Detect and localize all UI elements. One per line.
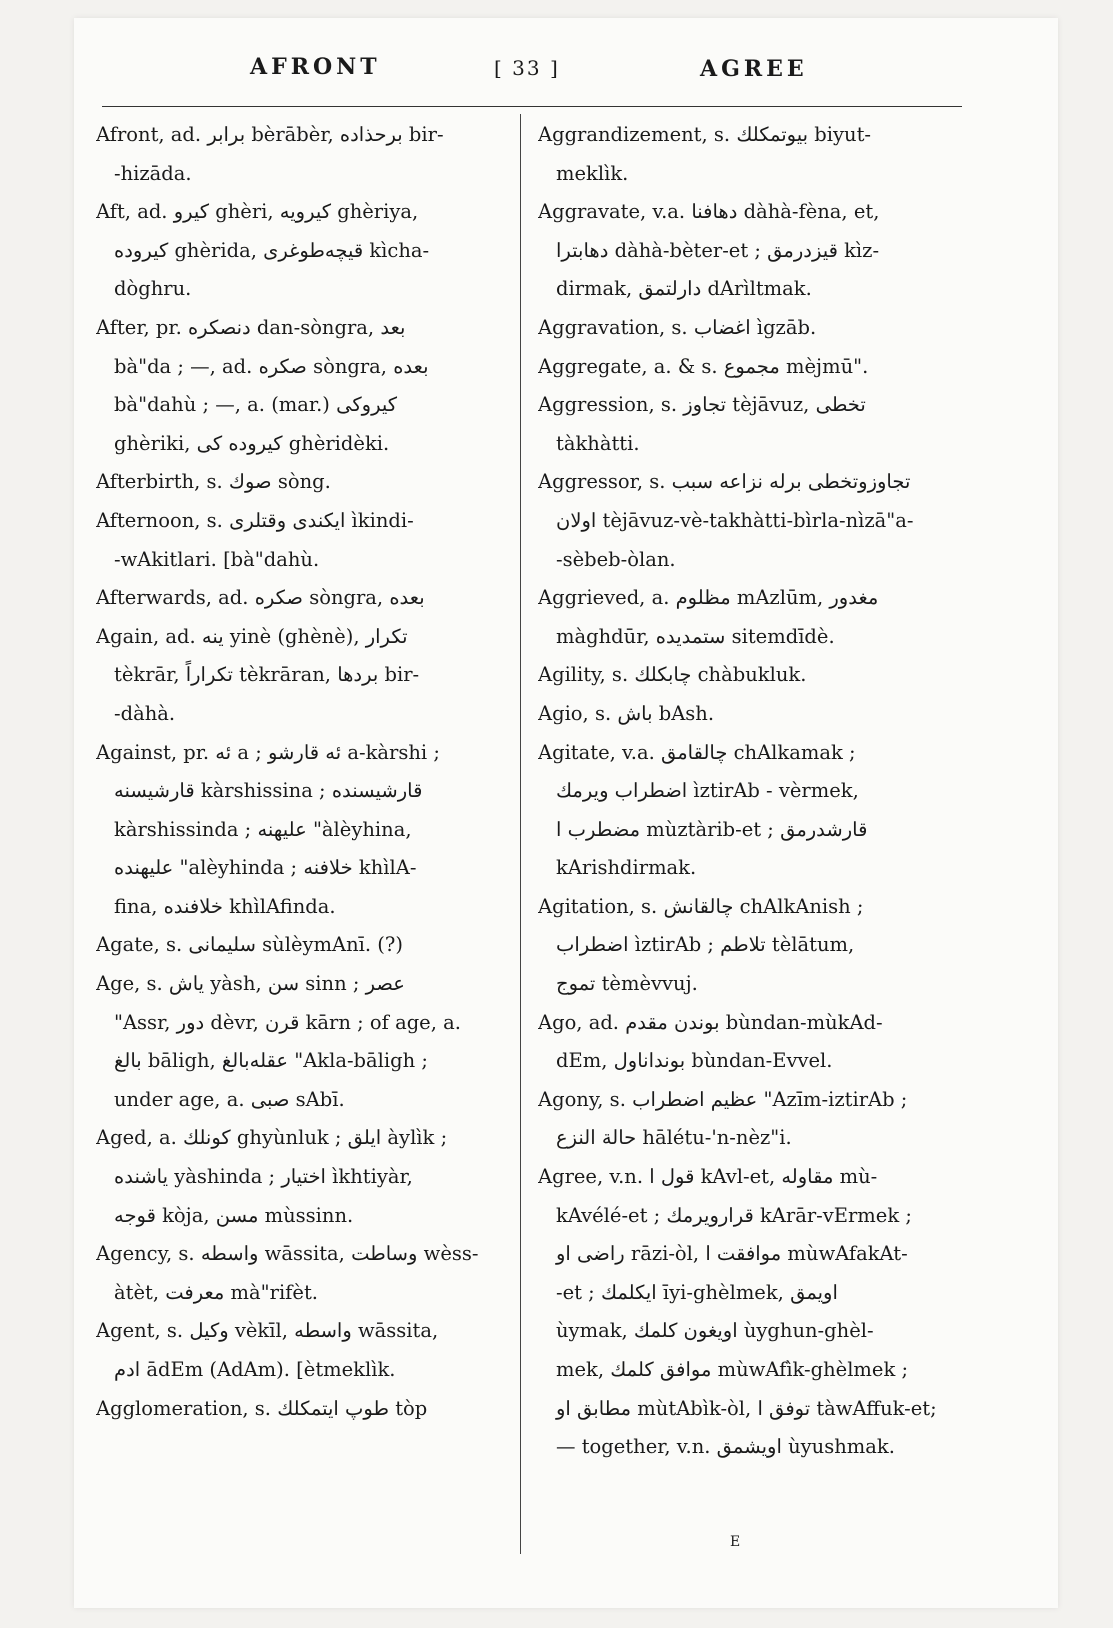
entry-line: kArishdirmak. — [556, 856, 697, 880]
header-left-word: AFRONT — [250, 54, 381, 80]
entry-line: bà"dahù ; —, a. (mar.) كيروكى — [114, 393, 397, 417]
entry-line: اضطراب ìztirAb ; تلاطم tèlātum, — [556, 933, 855, 957]
entry-line: عليهنده "alèyhinda ; خلافنه khìlA- — [114, 856, 417, 880]
entry-line: Agitate, v.a. چالقامق chAlkamak ; — [538, 740, 856, 764]
entry-line: -hizāda. — [114, 161, 192, 185]
entry-line: -wAkitlari. [bà"dahù. — [114, 547, 320, 571]
entry-line: قارشيسنه kàrshissina ; قارشيسنده — [114, 779, 423, 803]
entry-line: -dàhà. — [114, 701, 176, 725]
entry-line: kàrshissinda ; عليهنه "àlèyhina, — [114, 817, 412, 841]
entry-line: Agent, s. وكيل vèkīl, واسطه wāssita, — [96, 1319, 439, 1343]
entry-line: Aggravation, s. اغضاب ìgzāb. — [538, 315, 817, 339]
entry-line: Aged, a. كونلك ghyùnluk ; ايلق àylìk ; — [96, 1126, 448, 1150]
right-column — [538, 116, 958, 1467]
entry-line: tàkhàtti. — [556, 431, 640, 455]
entry-line: ياشنده yàshinda ; اختيار ìkhtiyàr, — [114, 1165, 413, 1189]
header-rule — [102, 106, 962, 107]
entry-line: Aggrieved, a. مظلوم mAzlūm, مغدور — [538, 586, 879, 610]
entry-line: -et ; ايكلمك īyi-ghèlmek, اويمق — [556, 1280, 838, 1304]
entry-line: Afterbirth, s. صوك sòng. — [96, 470, 331, 494]
entry-line: Afront, ad. برابر bèrābèr, برحذاده bir- — [96, 123, 444, 146]
dictionary-page — [74, 18, 1058, 1608]
entry-line: Agitation, s. چالقانش chAlkAnish ; — [538, 894, 864, 918]
signature-mark: E — [730, 1534, 741, 1550]
entry-line: تموج tèmèvvuj. — [556, 972, 698, 996]
entry-line: Agony, s. عظيم اضطراب "Azīm-iztirAb ; — [538, 1087, 908, 1111]
entry-line: Aggrandizement, s. بيوتمكلك biyut- — [538, 123, 871, 146]
entry-line: راضى او rāzi-òl, موافقت ا mùwAfakAt- — [556, 1242, 908, 1266]
entry-line: Afterwards, ad. صكره sòngra, بعده — [96, 586, 425, 610]
entry-line: dirmak, دارلتمق dArìltmak. — [556, 277, 812, 301]
entry-line: fina, خلافنده khìlAfinda. — [114, 894, 336, 918]
entry-line: ùymak, اويغون كلمك ùyghun-ghèl- — [556, 1319, 874, 1343]
entry-line: Aggregate, a. & s. مجموع mèjmū". — [538, 354, 869, 378]
entry-line: kAvélé-et ; قرارويرمك kArār-vErmek ; — [556, 1203, 912, 1227]
entry-line: مطابق او mùtAbìk-òl, توفق ا tàwAffuk-et; — [556, 1396, 937, 1420]
entry-line: meklìk. — [556, 161, 629, 185]
entry-line: ghèriki, كيروده كى ghèridèki. — [114, 431, 390, 455]
entry-line: bà"da ; —, ad. صكره sòngra, بعده — [114, 354, 429, 378]
entry-line: Against, pr. ئه a ; ئه قارشو a-kàrshi ; — [96, 740, 440, 764]
left-column — [96, 116, 510, 1428]
entry-line: Aggravate, v.a. دهافنا dàhà-fèna, et, — [538, 200, 880, 224]
column-divider — [520, 114, 521, 1554]
entry-line: Aggressor, s. تجاوزوتخطى برله نزاعه سبب — [538, 470, 911, 494]
entry-line: حالة النزع hālétu-'n-nèz"i. — [556, 1126, 792, 1150]
entry-line: ادم ādEm (AdAm). [ètmeklìk. — [114, 1358, 396, 1381]
entry-line: بالغ bāligh, عقلەبالغ "Akla-bāligh ; — [114, 1049, 428, 1073]
entry-line: dòghru. — [114, 277, 192, 301]
entry-line: Agglomeration, s. طوپ ايتمكلك tòp — [96, 1396, 428, 1420]
entry-line: Afternoon, s. ايكندى وقتلرى ìkindi- — [96, 508, 414, 532]
entry-line: -sèbeb-òlan. — [556, 547, 676, 571]
entry-line: Again, ad. ينه yinè (ghènè), تكرار — [96, 624, 408, 648]
entry-line: اضطراب ويرمك ìztirAb - vèrmek, — [556, 779, 859, 803]
entry-line: — together, v.n. اويشمق ùyushmak. — [556, 1435, 895, 1459]
entry-line: Agree, v.n. قول ا kAvl-et, مقاوله mù- — [538, 1165, 878, 1189]
entry-line: Agility, s. چابكلك chàbukluk. — [538, 663, 807, 687]
entry-line: مضطرب ا mùztàrib-et ; قارشدرمق — [556, 817, 868, 841]
entry-line: قوجه kòja, مسن mùssinn. — [114, 1203, 354, 1227]
entry-line: After, pr. دنصكره dan-sòngra, بعد — [96, 315, 406, 339]
entry-line: Agate, s. سليمانى sùlèymAnī. (?) — [96, 933, 403, 957]
entry-line: dEm, بونداناول bùndan-Evvel. — [556, 1049, 833, 1073]
entry-line: Aft, ad. كيرو ghèri, كيرويه ghèriya, — [96, 200, 419, 224]
page-number: [ 33 ] — [494, 56, 560, 80]
entry-line: دهابترا dàhà-bèter-et ; قيزدرمق kìz- — [556, 238, 880, 262]
entry-line: Agency, s. واسطه wāssita, وساطت wèss- — [96, 1242, 479, 1266]
entry-line: اولان tèjāvuz-vè-takhàtti-bìrla-nìzā"a- — [556, 508, 914, 532]
entry-line: àtèt, معرفت mà"rifèt. — [114, 1280, 318, 1304]
entry-line: màghdūr, ستمديده sitemdīdè. — [556, 624, 835, 648]
entry-line: tèkrār, تكراراً tèkrāran, بردها bir- — [114, 663, 420, 687]
running-head — [74, 54, 1058, 94]
entry-line: Ago, ad. بوندن مقدم bùndan-mùkAd- — [538, 1010, 883, 1034]
header-right-word: AGREE — [700, 56, 808, 82]
entry-line: under age, a. صبى sAbī. — [114, 1087, 345, 1111]
entry-line: كيروده ghèrida, قيچەطوغرى kìcha- — [114, 238, 430, 262]
entry-line: Aggression, s. تجاوز tèjāvuz, تخطى — [538, 393, 866, 417]
entry-line: mek, موافق كلمك mùwAfìk-ghèlmek ; — [556, 1358, 909, 1381]
entry-line: Agio, s. باش bAsh. — [538, 701, 715, 725]
entry-line: "Assr, دور dèvr, قرن kārn ; of age, a. — [114, 1010, 461, 1034]
entry-line: Age, s. ياش yàsh, سن sinn ; عصر — [96, 972, 405, 996]
